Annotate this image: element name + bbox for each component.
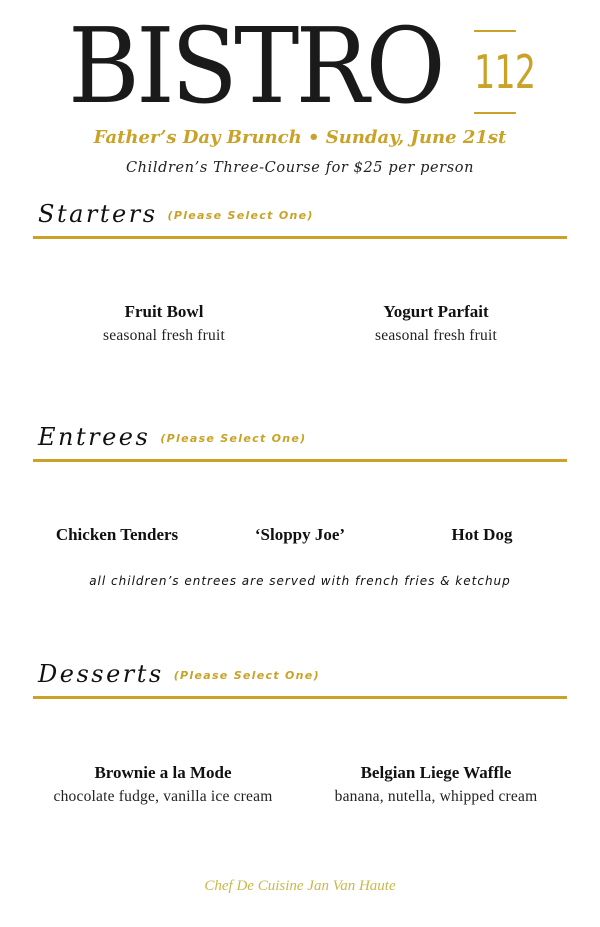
- section-heading: Entrees: [38, 423, 151, 451]
- section-note: (Please Select One): [173, 669, 320, 682]
- menu-item-description: seasonal fresh fruit: [103, 327, 225, 344]
- menu-item-description: seasonal fresh fruit: [375, 327, 497, 344]
- entrees-footnote: all children’s entrees are served with french fries & ketchup: [89, 574, 511, 588]
- section-heading: Desserts: [38, 660, 164, 688]
- chef-signature: Chef De Cuisine Jan Van Haute: [204, 878, 396, 894]
- menu-item-name: Hot Dog: [451, 525, 513, 544]
- section-divider: [33, 696, 567, 699]
- logo-wordmark: BISTRO: [68, 5, 442, 127]
- menu-item-description: chocolate fudge, vanilla ice cream: [53, 788, 273, 805]
- menu-item-name: Fruit Bowl: [124, 302, 204, 321]
- section-divider: [33, 236, 567, 239]
- section-divider: [33, 459, 567, 462]
- menu-item-name: Chicken Tenders: [55, 525, 179, 544]
- logo-number: 112: [474, 30, 516, 114]
- section-title-starters: [38, 200, 314, 228]
- section-note: (Please Select One): [167, 209, 314, 222]
- menu-item-description: banana, nutella, whipped cream: [334, 788, 538, 805]
- section-title-entrees: [38, 423, 307, 451]
- event-subtitle: Father’s Day Brunch • Sunday, June 21st: [93, 127, 507, 148]
- price-tagline: Children’s Three-Course for $25 per person: [125, 160, 475, 176]
- section-heading: Starters: [38, 200, 158, 228]
- section-title-desserts: [38, 660, 320, 688]
- menu-item-name: ‘Sloppy Joe’: [254, 525, 346, 544]
- menu-item-name: Yogurt Parfait: [383, 302, 489, 321]
- menu-item-name: Belgian Liege Waffle: [360, 763, 512, 782]
- menu-item-name: Brownie a la Mode: [94, 763, 232, 782]
- section-note: (Please Select One): [160, 432, 307, 445]
